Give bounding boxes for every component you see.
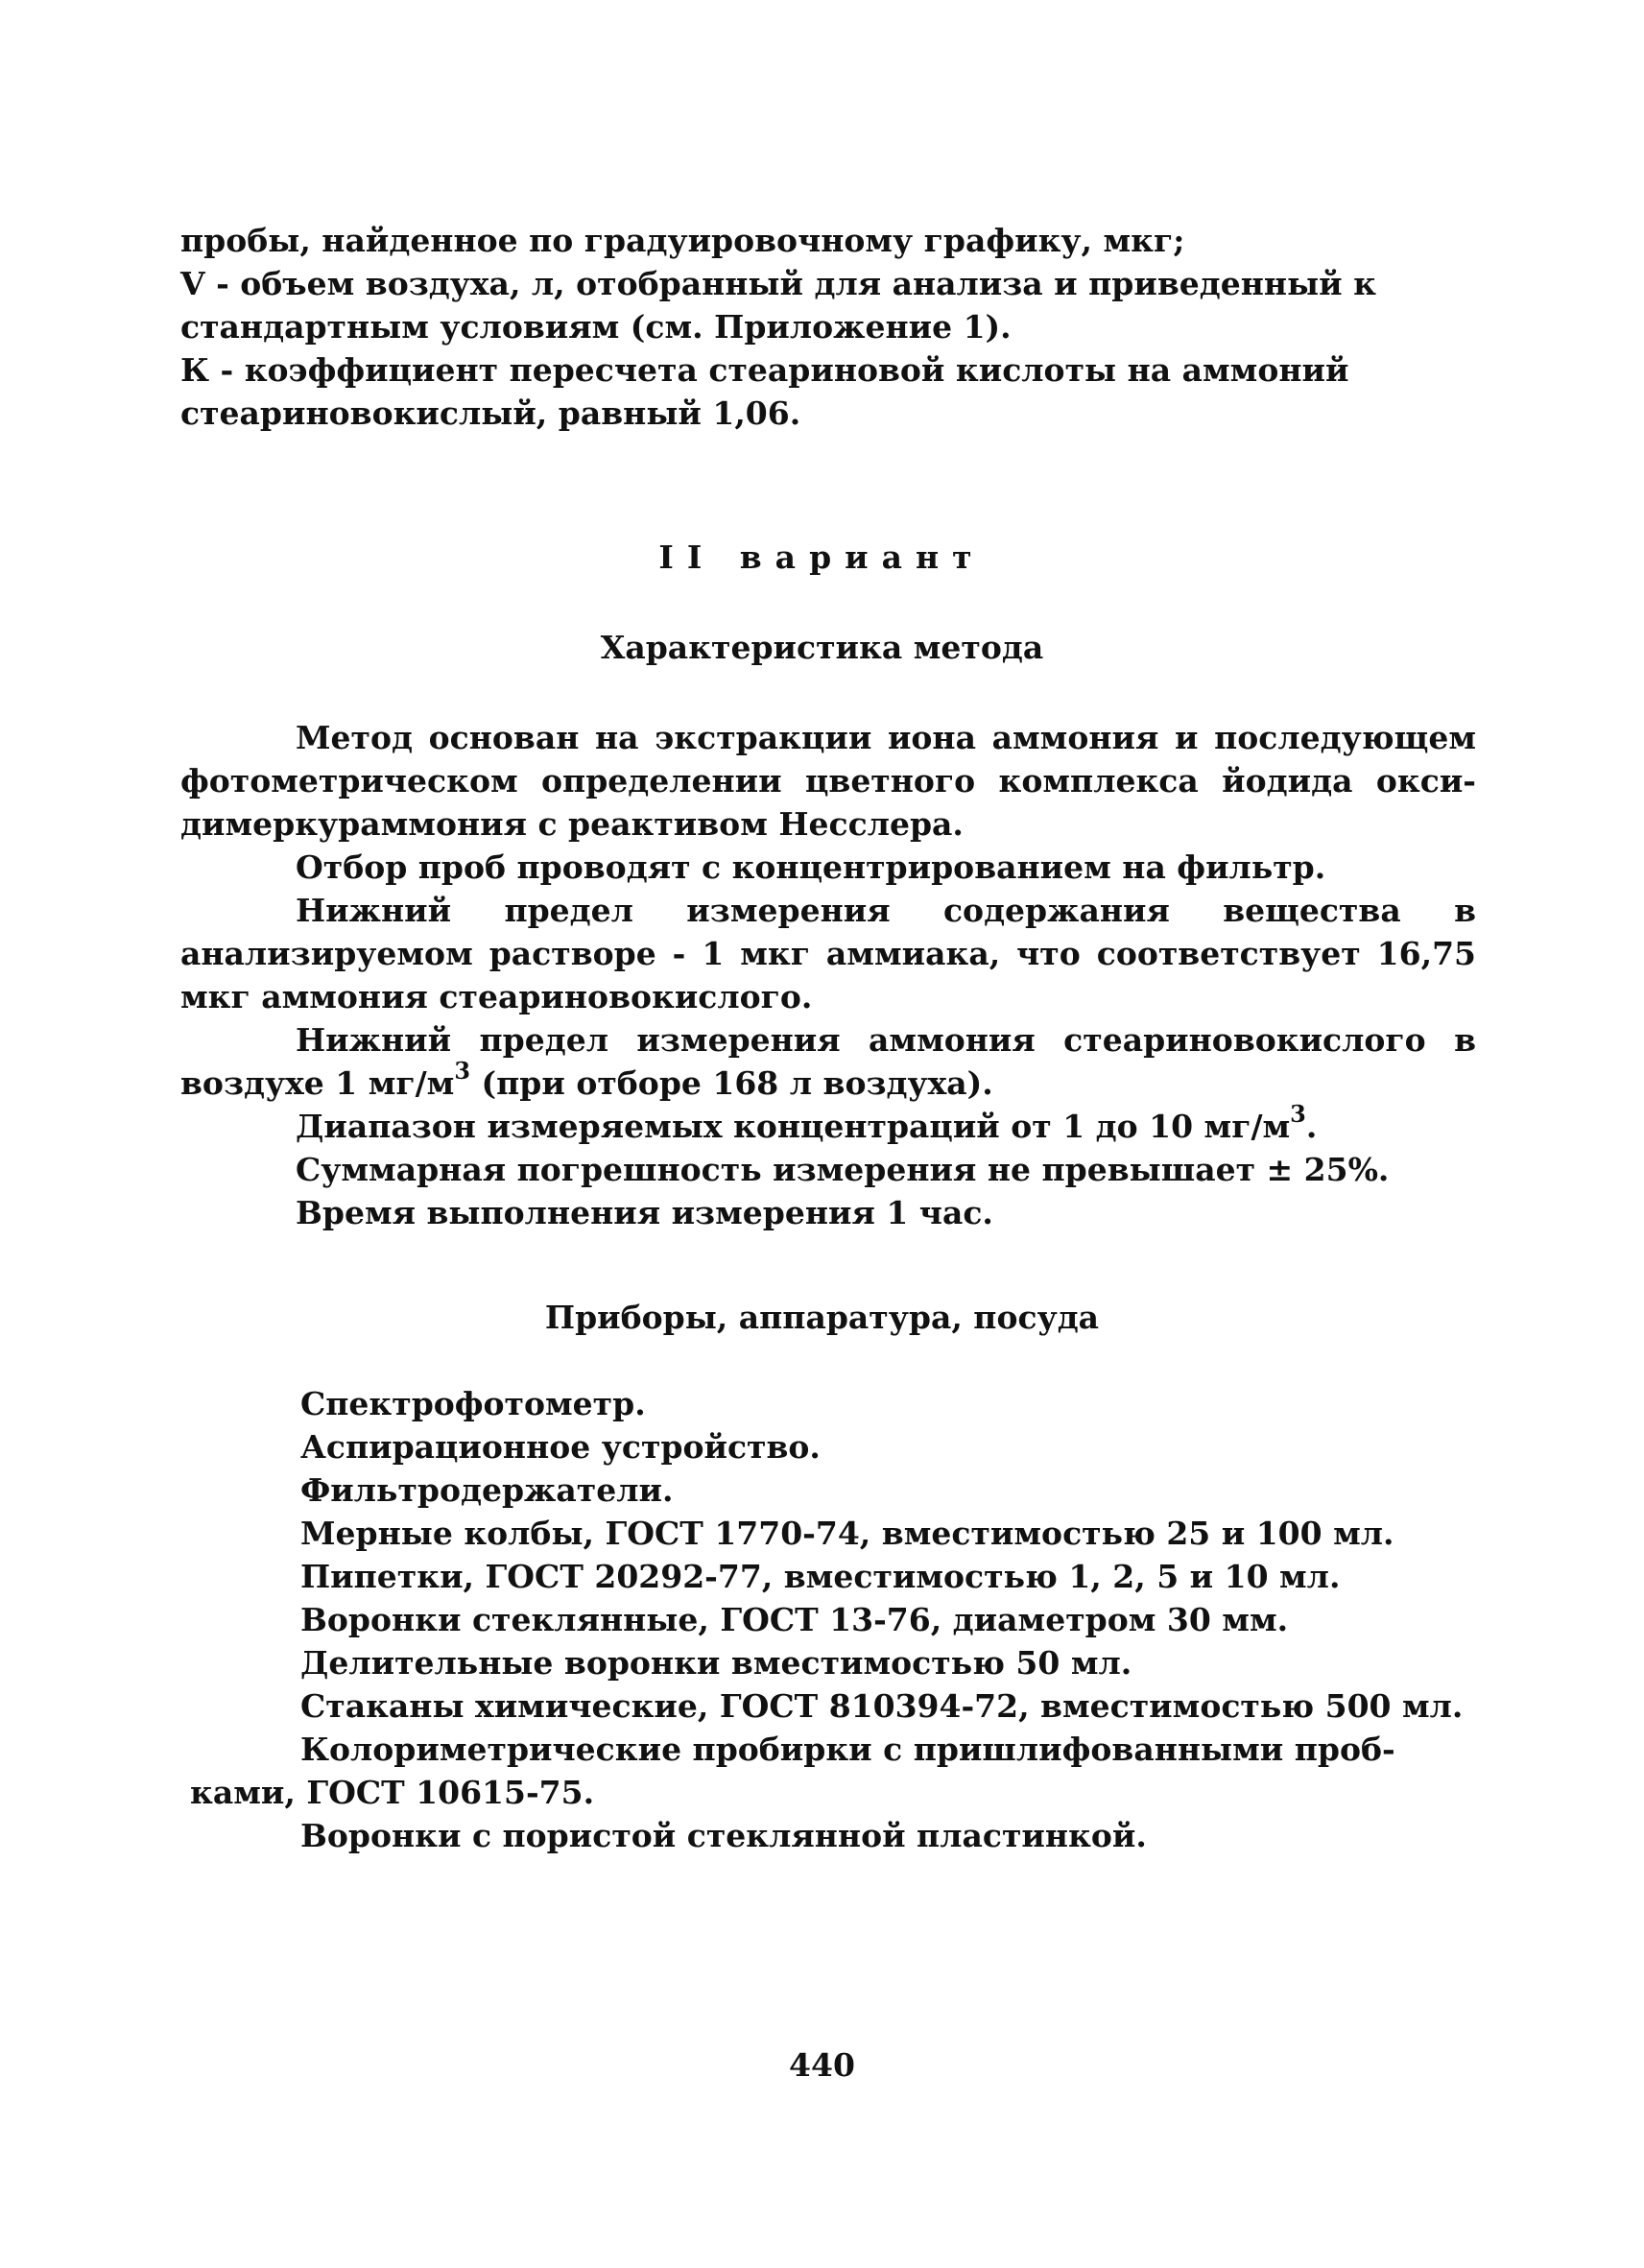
equipment-item: Пипетки, ГОСТ 20292-77, вместимостью 1, 2, 5 и 10 мл. (300, 1558, 1341, 1595)
method-paragraph: Время выполнения измерения 1 час. (296, 1194, 993, 1231)
method-paragraph: Отбор проб проводят с концентрированием на фильтр. (296, 848, 1326, 886)
method-paragraph (180, 1100, 1476, 1148)
equipment-heading: Приборы, аппаратура, посуда (544, 1299, 1100, 1336)
method-paragraph: Метод основан на экстракции иона аммония и последующем фотометрическом определении цветного комплекса йодида окси-димеркураммония с реактивом Несслера. (180, 719, 1476, 843)
equipment-item: Колориметрические пробирки с пришлифованными проб- (300, 1731, 1395, 1768)
variable-definitions (180, 219, 1476, 435)
definition-line: стандартным условиям (см. Приложение 1). (180, 308, 1012, 346)
equipment-item: Делительные воронки вместимостью 50 мл. (300, 1644, 1132, 1682)
definition-line: пробы, найденное по градуировочному графику, мкг; (180, 222, 1185, 259)
method-paragraph: Нижний предел измерения содержания вещества в анализируемом растворе - 1 мкг аммиака, что соответствует 16,75 мкг аммония стеариновокислого. (180, 892, 1476, 1015)
equipment-item: Аспирационное устройство. (300, 1428, 821, 1466)
method-text: Диапазон измеряемых концентраций от 1 до 10 мг/м (296, 1108, 1291, 1145)
method-paragraph: Суммарная погрешность измерения не превышает ± 25%. (296, 1151, 1390, 1188)
equipment-item: Воронки стеклянные, ГОСТ 13-76, диаметром 30 мм. (300, 1601, 1289, 1638)
equipment-item-continuation: ками, ГОСТ 10615-75. (190, 1774, 595, 1811)
equipment-item: Мерные колбы, ГОСТ 1770-74, вместимостью 25 и 100 мл. (300, 1515, 1394, 1552)
definition-line: V - объем воздуха, л, отобранный для анализа и приведенный к (180, 265, 1376, 302)
page-number: 440 (789, 2046, 855, 2084)
method-text: . (1305, 1108, 1318, 1145)
equipment-item: Воронки с пористой стеклянной пластинкой. (300, 1817, 1147, 1854)
method-text: (при отборе 168 л воздуха). (470, 1064, 993, 1102)
method-text: Нижний предел измерения аммония стеариновокислого в воздухе 1 мг/м (180, 1021, 1476, 1102)
equipment-item: Стаканы химические, ГОСТ 810394-72, вместимостью 500 мл. (300, 1687, 1464, 1725)
definition-line: стеариновокислый, равный 1,06. (180, 394, 801, 432)
superscript: 3 (454, 1057, 471, 1085)
method-paragraph (180, 1018, 1476, 1105)
variant-heading: II вариант (658, 538, 986, 576)
superscript: 3 (1290, 1100, 1306, 1128)
equipment-list (180, 1382, 1476, 1857)
equipment-item: Спектрофотометр. (300, 1385, 646, 1422)
equipment-item: Фильтродержатели. (300, 1471, 674, 1509)
method-section (180, 716, 1476, 1234)
method-heading: Характеристика метода (600, 629, 1044, 666)
definition-line: К - коэффициент пересчета стеариновой кислоты на аммоний (180, 351, 1349, 389)
